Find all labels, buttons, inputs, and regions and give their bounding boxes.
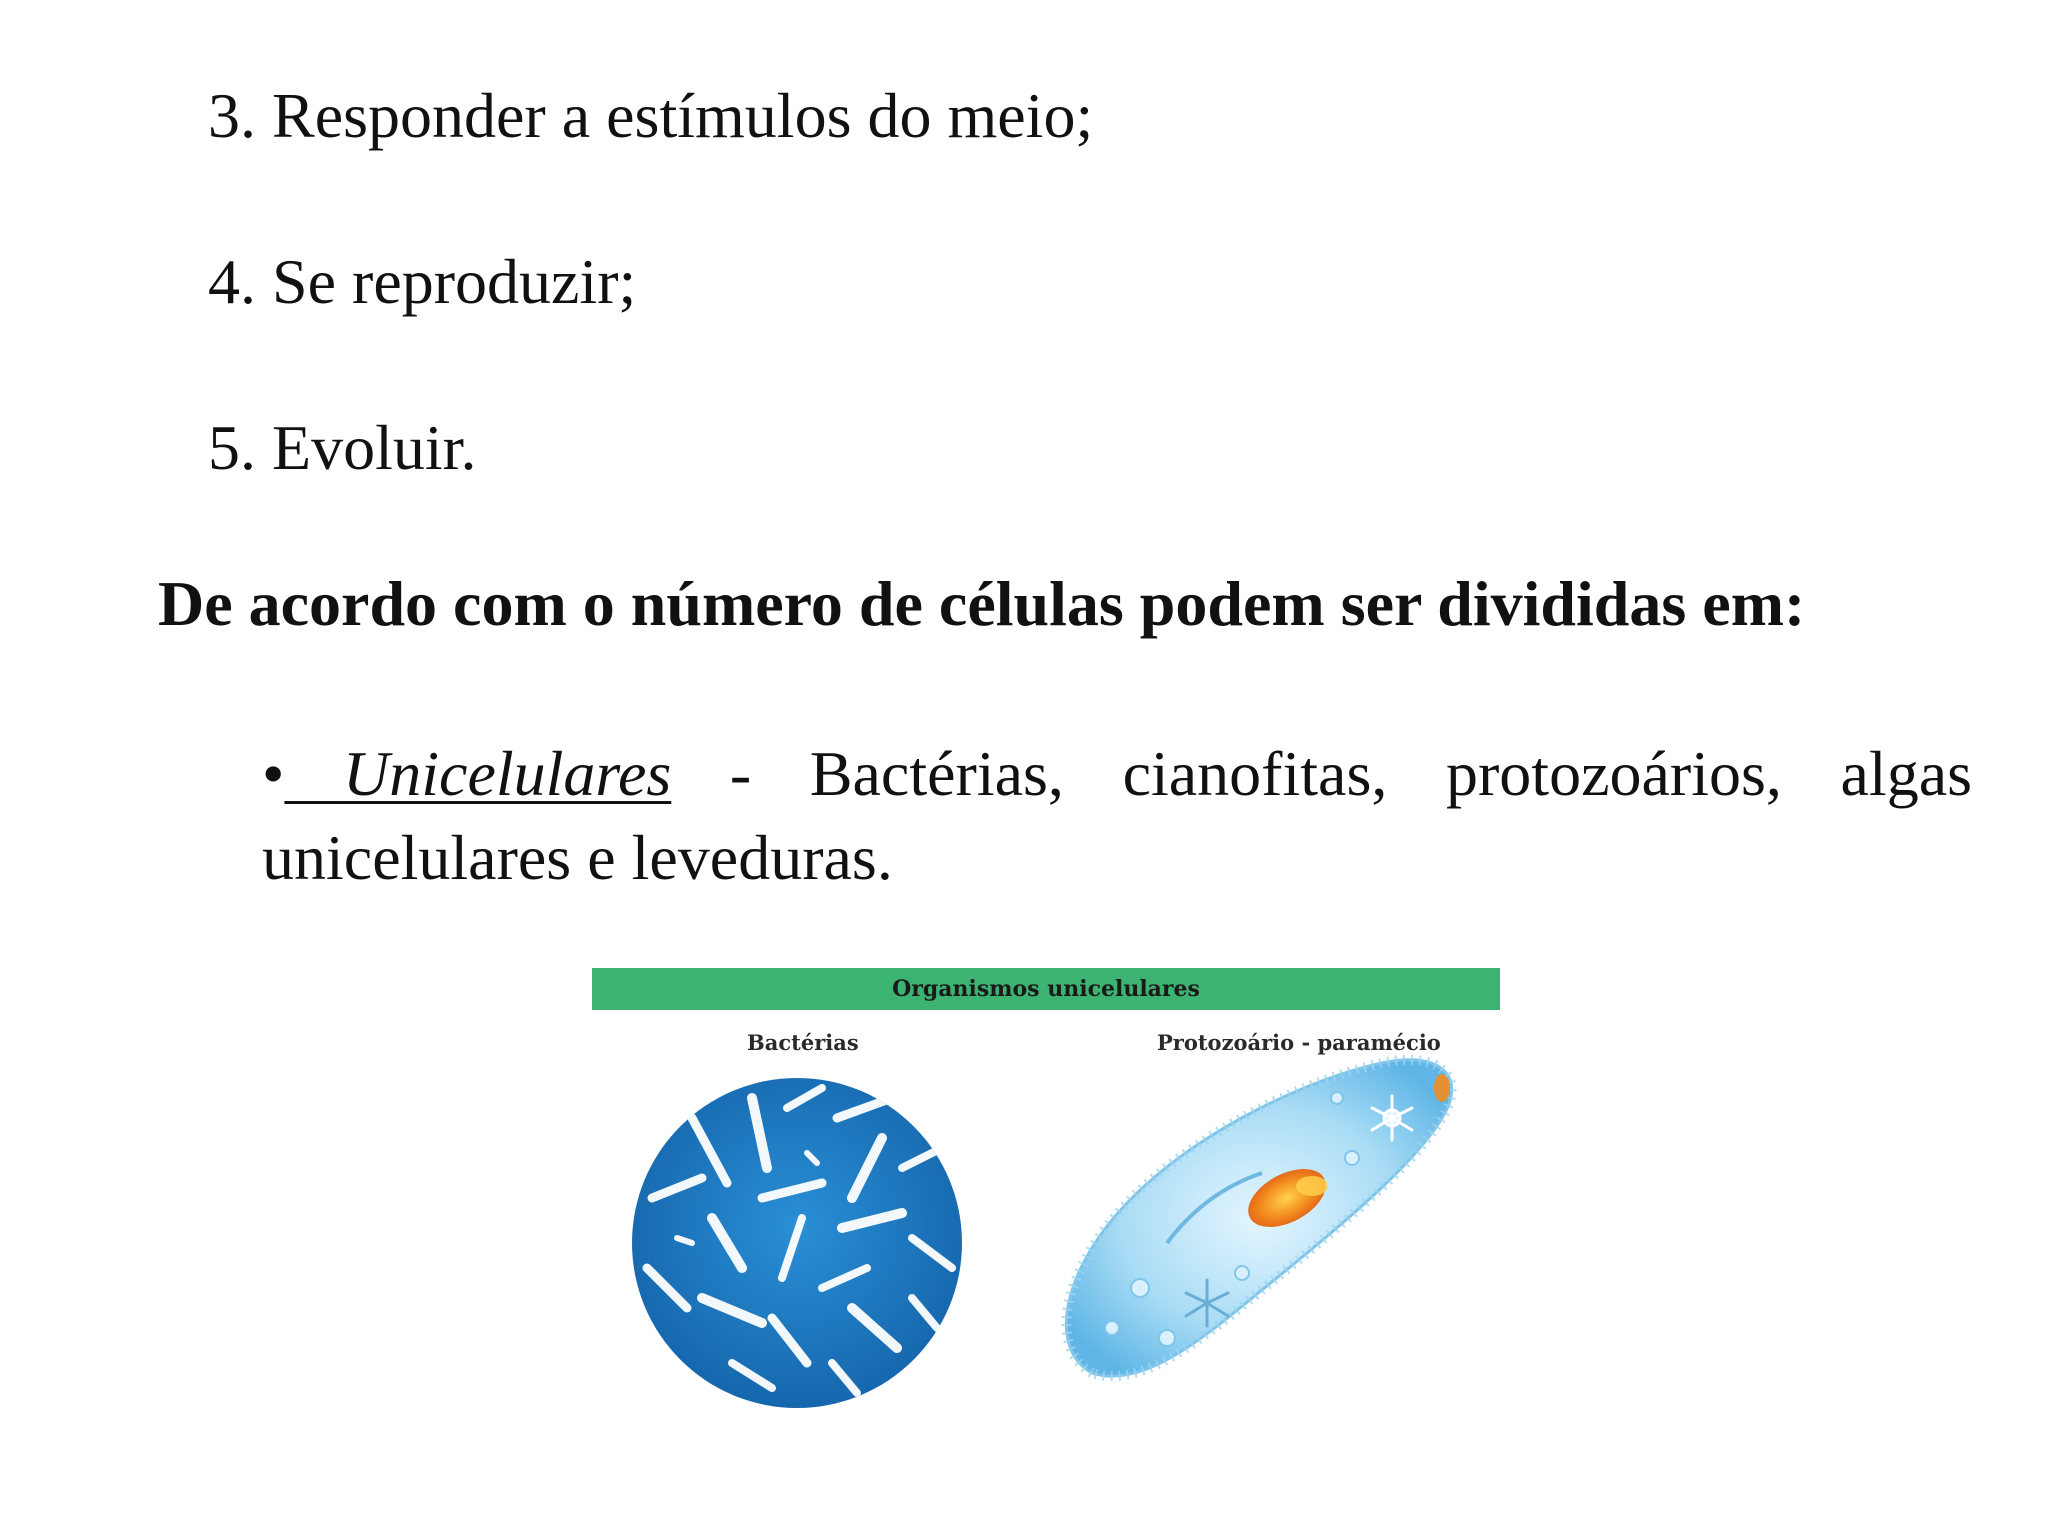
figure-label-bacteria: Bactérias: [747, 1030, 859, 1055]
bullet-marker: •: [262, 738, 285, 809]
bullet-text: - Bactérias, cianofitas, protozoários, algas unicelulares e leveduras.: [262, 738, 1973, 893]
bullet-paragraph: [262, 732, 1972, 900]
list-item-5: 5. Evoluir.: [208, 412, 477, 483]
figure-unicellular-organisms: [592, 968, 1500, 1408]
figure-title: Organismos unicelulares: [592, 968, 1500, 1010]
section-heading: De acordo com o número de células podem ser divididas em:: [158, 568, 1806, 639]
bullet-term: Unicelulares: [343, 738, 672, 809]
figure-illustration: [592, 968, 1500, 1408]
bacteria-illustration: [632, 1078, 962, 1408]
list-item-4: 4. Se reproduzir;: [208, 246, 637, 317]
underline-space: [284, 738, 343, 809]
paramecium-illustration: [1066, 1060, 1451, 1376]
list-item-3: 3. Responder a estímulos do meio;: [208, 80, 1094, 151]
figure-label-paramecium: Protozoário - paramécio: [1157, 1030, 1441, 1055]
